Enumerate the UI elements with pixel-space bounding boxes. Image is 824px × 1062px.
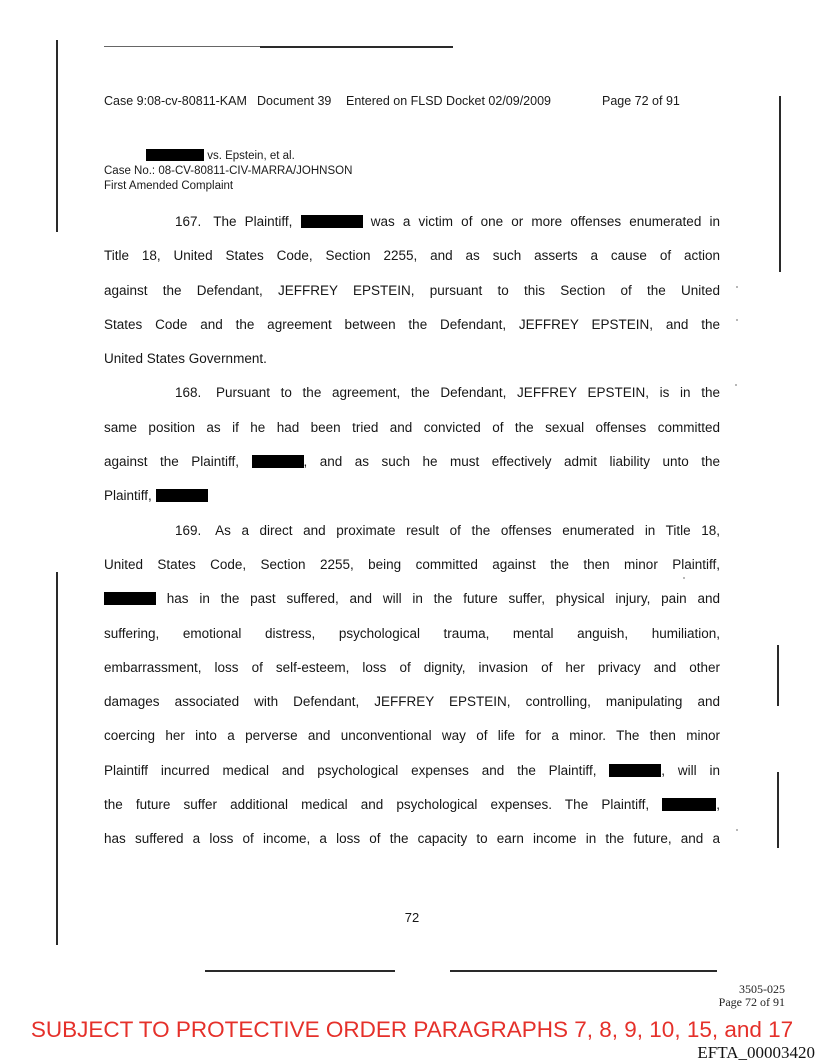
line-text: As a direct and proximate result of the offenses enumerated in Title 18, [215,522,720,538]
paragraph-line [104,788,720,822]
paragraph-line: same position as if he had been tried and convicted of the sexual offenses committed [104,419,720,435]
protective-order-stamp: SUBJECT TO PROTECTIVE ORDER PARAGRAPHS 7, 8, 9, 10, 15, and 17 [30,1017,794,1042]
header-entered-date: Entered on FLSD Docket 02/09/2009 [346,94,551,108]
paragraph-line: has suffered a loss of income, a loss of the capacity to earn income in the future, and a [104,831,720,847]
scan-rule-line [205,970,395,972]
scan-speck [736,286,738,288]
redaction-box [609,764,661,777]
paragraph-line: United States Code, Section 2255, being committed against the then minor Plaintiff, [104,556,720,572]
line-text: , [716,797,720,813]
line-text: was a victim of one or more offenses enumerated in [370,214,720,229]
paragraph-line: suffering, emotional distress, psychological trauma, mental anguish, humiliation, [104,625,720,641]
line-text: Plaintiff incurred medical and psychological expenses and the Plaintiff, [104,762,597,778]
caption-case-no: Case No.: 08-CV-80811-CIV-MARRA/JOHNSON [104,165,353,177]
docket-header [0,93,824,109]
scan-edge-line [777,772,779,848]
redaction-box [146,149,204,161]
redaction-box [252,455,304,468]
scan-edge-line [56,572,58,945]
paragraph-line: Title 18, United States Code, Section 2255, and as such asserts a cause of action [104,248,720,264]
paragraph-line [104,514,720,548]
header-document-number: Document 39 [257,94,332,108]
scan-rule-line [260,46,453,48]
redaction-box [662,798,716,811]
redaction-box [301,215,363,228]
paragraph-line [104,445,720,479]
paragraph-line [104,479,720,513]
caption-title: First Amended Complaint [104,180,234,192]
paragraph-line [104,376,720,410]
line-text: the future suffer additional medical and psychological expenses. The Plaintiff, [104,797,650,813]
paragraph-line: coercing her into a perverse and unconventional way of life for a minor. The then minor [104,728,720,744]
caption-versus: vs. Epstein, et al. [207,150,295,162]
line-text: , and as such he must effectively admit liability unto the [303,454,720,470]
paragraph-line [104,205,720,239]
page-number: 72 [404,910,420,925]
redaction-box [104,592,156,605]
line-text: Plaintiff, [104,488,152,504]
complaint-body [104,205,720,857]
scan-edge-line [56,40,58,232]
scan-rule-line [104,46,260,47]
line-text: , will in [661,762,720,778]
bates-page: Page 72 of 91 [718,995,785,1009]
scan-edge-line [777,645,779,706]
scan-speck [736,319,738,321]
line-text: against the Plaintiff, [104,454,240,470]
paragraph-line: damages associated with Defendant, JEFFREY EPSTEIN, controlling, manipulating and [104,694,720,710]
redaction-box [156,489,208,502]
paragraph-line [104,754,720,788]
line-text: The Plaintiff, [213,214,293,229]
paragraph-line: United States Government. [104,351,267,367]
bates-block [719,983,785,1009]
scan-speck [736,829,738,831]
paragraph-number: 167. [175,214,202,229]
scan-edge-line [779,96,781,272]
paragraph-number: 169. [175,522,202,538]
caption-parties [104,149,504,164]
document-id: EFTA_00003420 [697,1043,815,1062]
paragraph-line [104,582,720,616]
header-case-number: Case 9:08-cv-80811-KAM [104,94,247,108]
paragraph-line: against the Defendant, JEFFREY EPSTEIN, pursuant to this Section of the United [104,282,720,298]
paragraph-line: States Code and the agreement between the Defendant, JEFFREY EPSTEIN, and the [104,316,720,332]
scan-rule-line [450,970,717,972]
paragraph-number: 168. [175,385,202,401]
header-page-count: Page 72 of 91 [602,94,680,108]
paragraph-line: embarrassment, loss of self-esteem, loss of dignity, invasion of her privacy and other [104,659,720,675]
line-text: has in the past suffered, and will in the future suffer, physical injury, pain and [166,591,720,607]
case-caption [104,149,504,194]
line-text: Pursuant to the agreement, the Defendant, JEFFREY EPSTEIN, is in the [215,385,720,401]
bates-code: 3505-025 [739,982,785,996]
scan-speck [735,384,737,386]
